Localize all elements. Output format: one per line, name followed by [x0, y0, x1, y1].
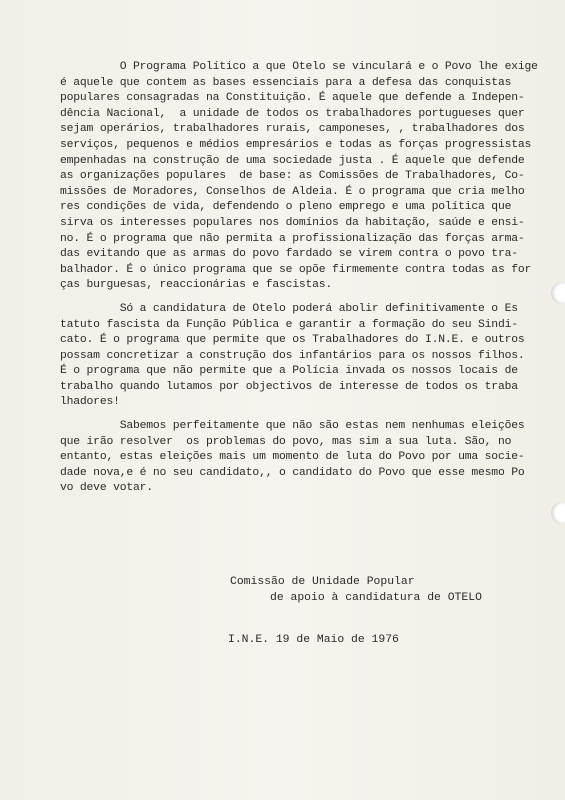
text-line: lhadores! — [60, 396, 120, 409]
text-line: serviços, pequenos e médios empresários e todas as forças progressistas — [60, 138, 532, 151]
text-line: O Programa Político a que Otelo se vinculará e o Povo lhe exige — [60, 61, 538, 73]
text-line: vo deve votar. — [60, 482, 153, 495]
text-line: dência Nacional, a unidade de todos os trabalhadores portugueses quer — [60, 107, 525, 120]
document-body — [60, 60, 540, 497]
text-line: populares consagradas na Constituição. É aquele que defende a Indepen- — [60, 92, 525, 105]
text-line: trabalho quando lutamos por objectivos de interesse de todos os traba — [60, 380, 518, 393]
text-line: sirva os interesses populares nos domínios da habitação, saúde e ensi- — [60, 216, 525, 229]
text-line: que irão resolver os problemas do povo, mas sim a sua luta. São, no — [60, 435, 512, 448]
text-line: res condições de vida, defendendo o pleno emprego e uma política que — [60, 201, 512, 214]
text-line: missões de Moradores, Conselhos de Aldeia. É o programa que cria melho — [60, 185, 525, 198]
text-line: cato. É o programa que permite que os Trabalhadores do I.N.E. e outros — [60, 334, 525, 347]
text-line: ças burguesas, reaccionárias e fascistas. — [60, 279, 333, 292]
text-line: Sabemos perfeitamente que não são estas nem nenhumas eleições — [60, 420, 525, 433]
text-line: dade nova,e é no seu candidato,, o candidato do Povo que esse mesmo Po — [60, 466, 525, 479]
paragraph-1 — [60, 60, 540, 294]
text-line: no. É o programa que não permita a profissionalização das forças arma- — [60, 232, 525, 245]
paragraph-3 — [60, 419, 540, 497]
text-line: Só a candidatura de Otelo poderá abolir definitivamente o Es — [60, 302, 518, 315]
text-line: das evitando que as armas do povo fardado se virem contra o povo tra- — [60, 248, 518, 261]
text-line: possam concretizar a construção dos infantários para os nossos filhos. — [60, 349, 525, 362]
paragraph-2 — [60, 302, 540, 411]
punch-hole — [551, 502, 565, 524]
text-line: entanto, estas eleições mais um momento de luta do Povo por uma socie- — [60, 451, 525, 464]
place-and-date: I.N.E. 19 de Maio de 1976 — [228, 634, 399, 646]
punch-hole — [551, 282, 565, 304]
text-line: sejam operários, trabalhadores rurais, camponeses, , trabalhadores dos — [60, 123, 525, 136]
text-line: empenhadas na construção de uma sociedade justa . É aquele que defende — [60, 154, 525, 167]
signature-committee: Comissão de Unidade Popular — [230, 576, 415, 588]
text-line: balhador. É o único programa que se opõe firmemente contra todas as for — [60, 263, 532, 276]
text-line: tatuto fascista da Função Pública e garantir a formação do seu Sindi- — [60, 318, 518, 331]
text-line: é aquele que contem as bases essenciais para a defesa das conquistas — [60, 76, 512, 89]
signature-support: de apoio à candidatura de OTELO — [270, 592, 482, 604]
text-line: as organizações populares de base: as Comissões de Trabalhadores, Co- — [60, 170, 525, 183]
text-line: É o programa que não permite que a Polícia invada os nossos locais de — [60, 365, 518, 378]
